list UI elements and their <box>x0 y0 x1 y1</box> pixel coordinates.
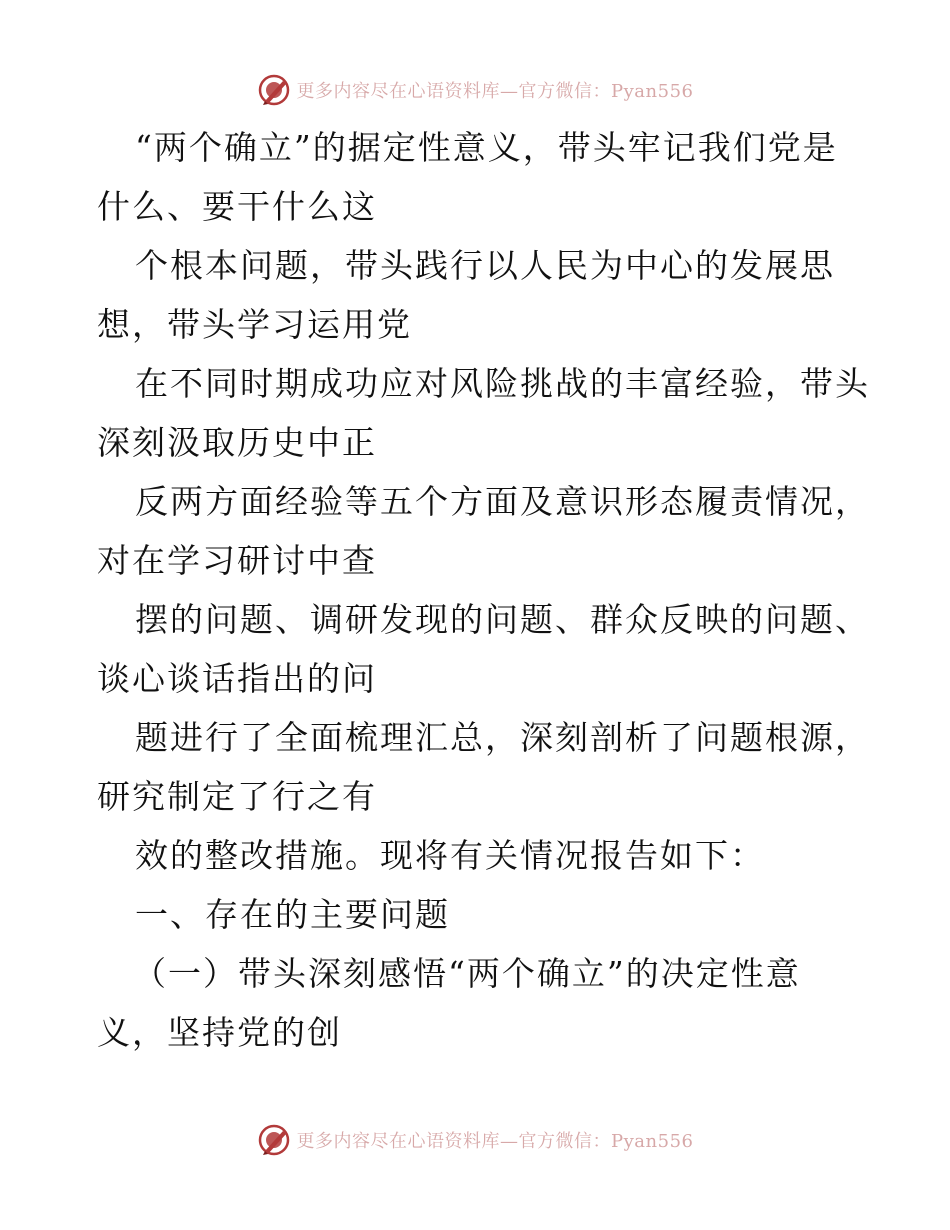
text-line: 谈心谈话指出的问 <box>97 659 377 698</box>
pen-logo-icon <box>257 1123 291 1157</box>
text-line: 在不同时期成功应对风险挑战的丰富经验，带头 <box>135 364 870 403</box>
footer-watermark <box>0 1120 950 1160</box>
subsection-heading: （一）带头深刻感悟“两个确立”的决定性意 <box>133 954 801 993</box>
text-line: 义，坚持党的创 <box>97 1013 342 1052</box>
text-line: 反两方面经验等五个方面及意识形态履责情况， <box>135 482 870 521</box>
document-body <box>97 118 870 1062</box>
text-line: 对在学习研讨中查 <box>97 541 377 580</box>
watermark-text: 更多内容尽在心语资料库—官方微信：Pyan556 <box>296 1131 694 1152</box>
text-line: 深刻汲取历史中正 <box>97 423 377 462</box>
header-watermark <box>0 70 950 110</box>
text-line: 研究制定了行之有 <box>97 777 377 816</box>
text-line: 想，带头学习运用党 <box>97 305 412 344</box>
section-heading: 一、存在的主要问题 <box>135 895 450 934</box>
watermark-text: 更多内容尽在心语资料库—官方微信：Pyan556 <box>296 81 694 102</box>
text-line: 题进行了全面梳理汇总，深刻剖析了问题根源， <box>135 718 870 757</box>
pen-logo-icon <box>257 73 291 107</box>
text-line: 摆的问题、调研发现的问题、群众反映的问题、 <box>135 600 870 639</box>
text-line: 个根本问题，带头践行以人民为中心的发展思 <box>135 246 835 285</box>
text-line: “两个确立”的据定性意义，带头牢记我们党是 <box>135 128 838 167</box>
text-line: 效的整改措施。现将有关情况报告如下： <box>135 836 765 875</box>
text-line: 什么、要干什么这 <box>97 187 377 226</box>
